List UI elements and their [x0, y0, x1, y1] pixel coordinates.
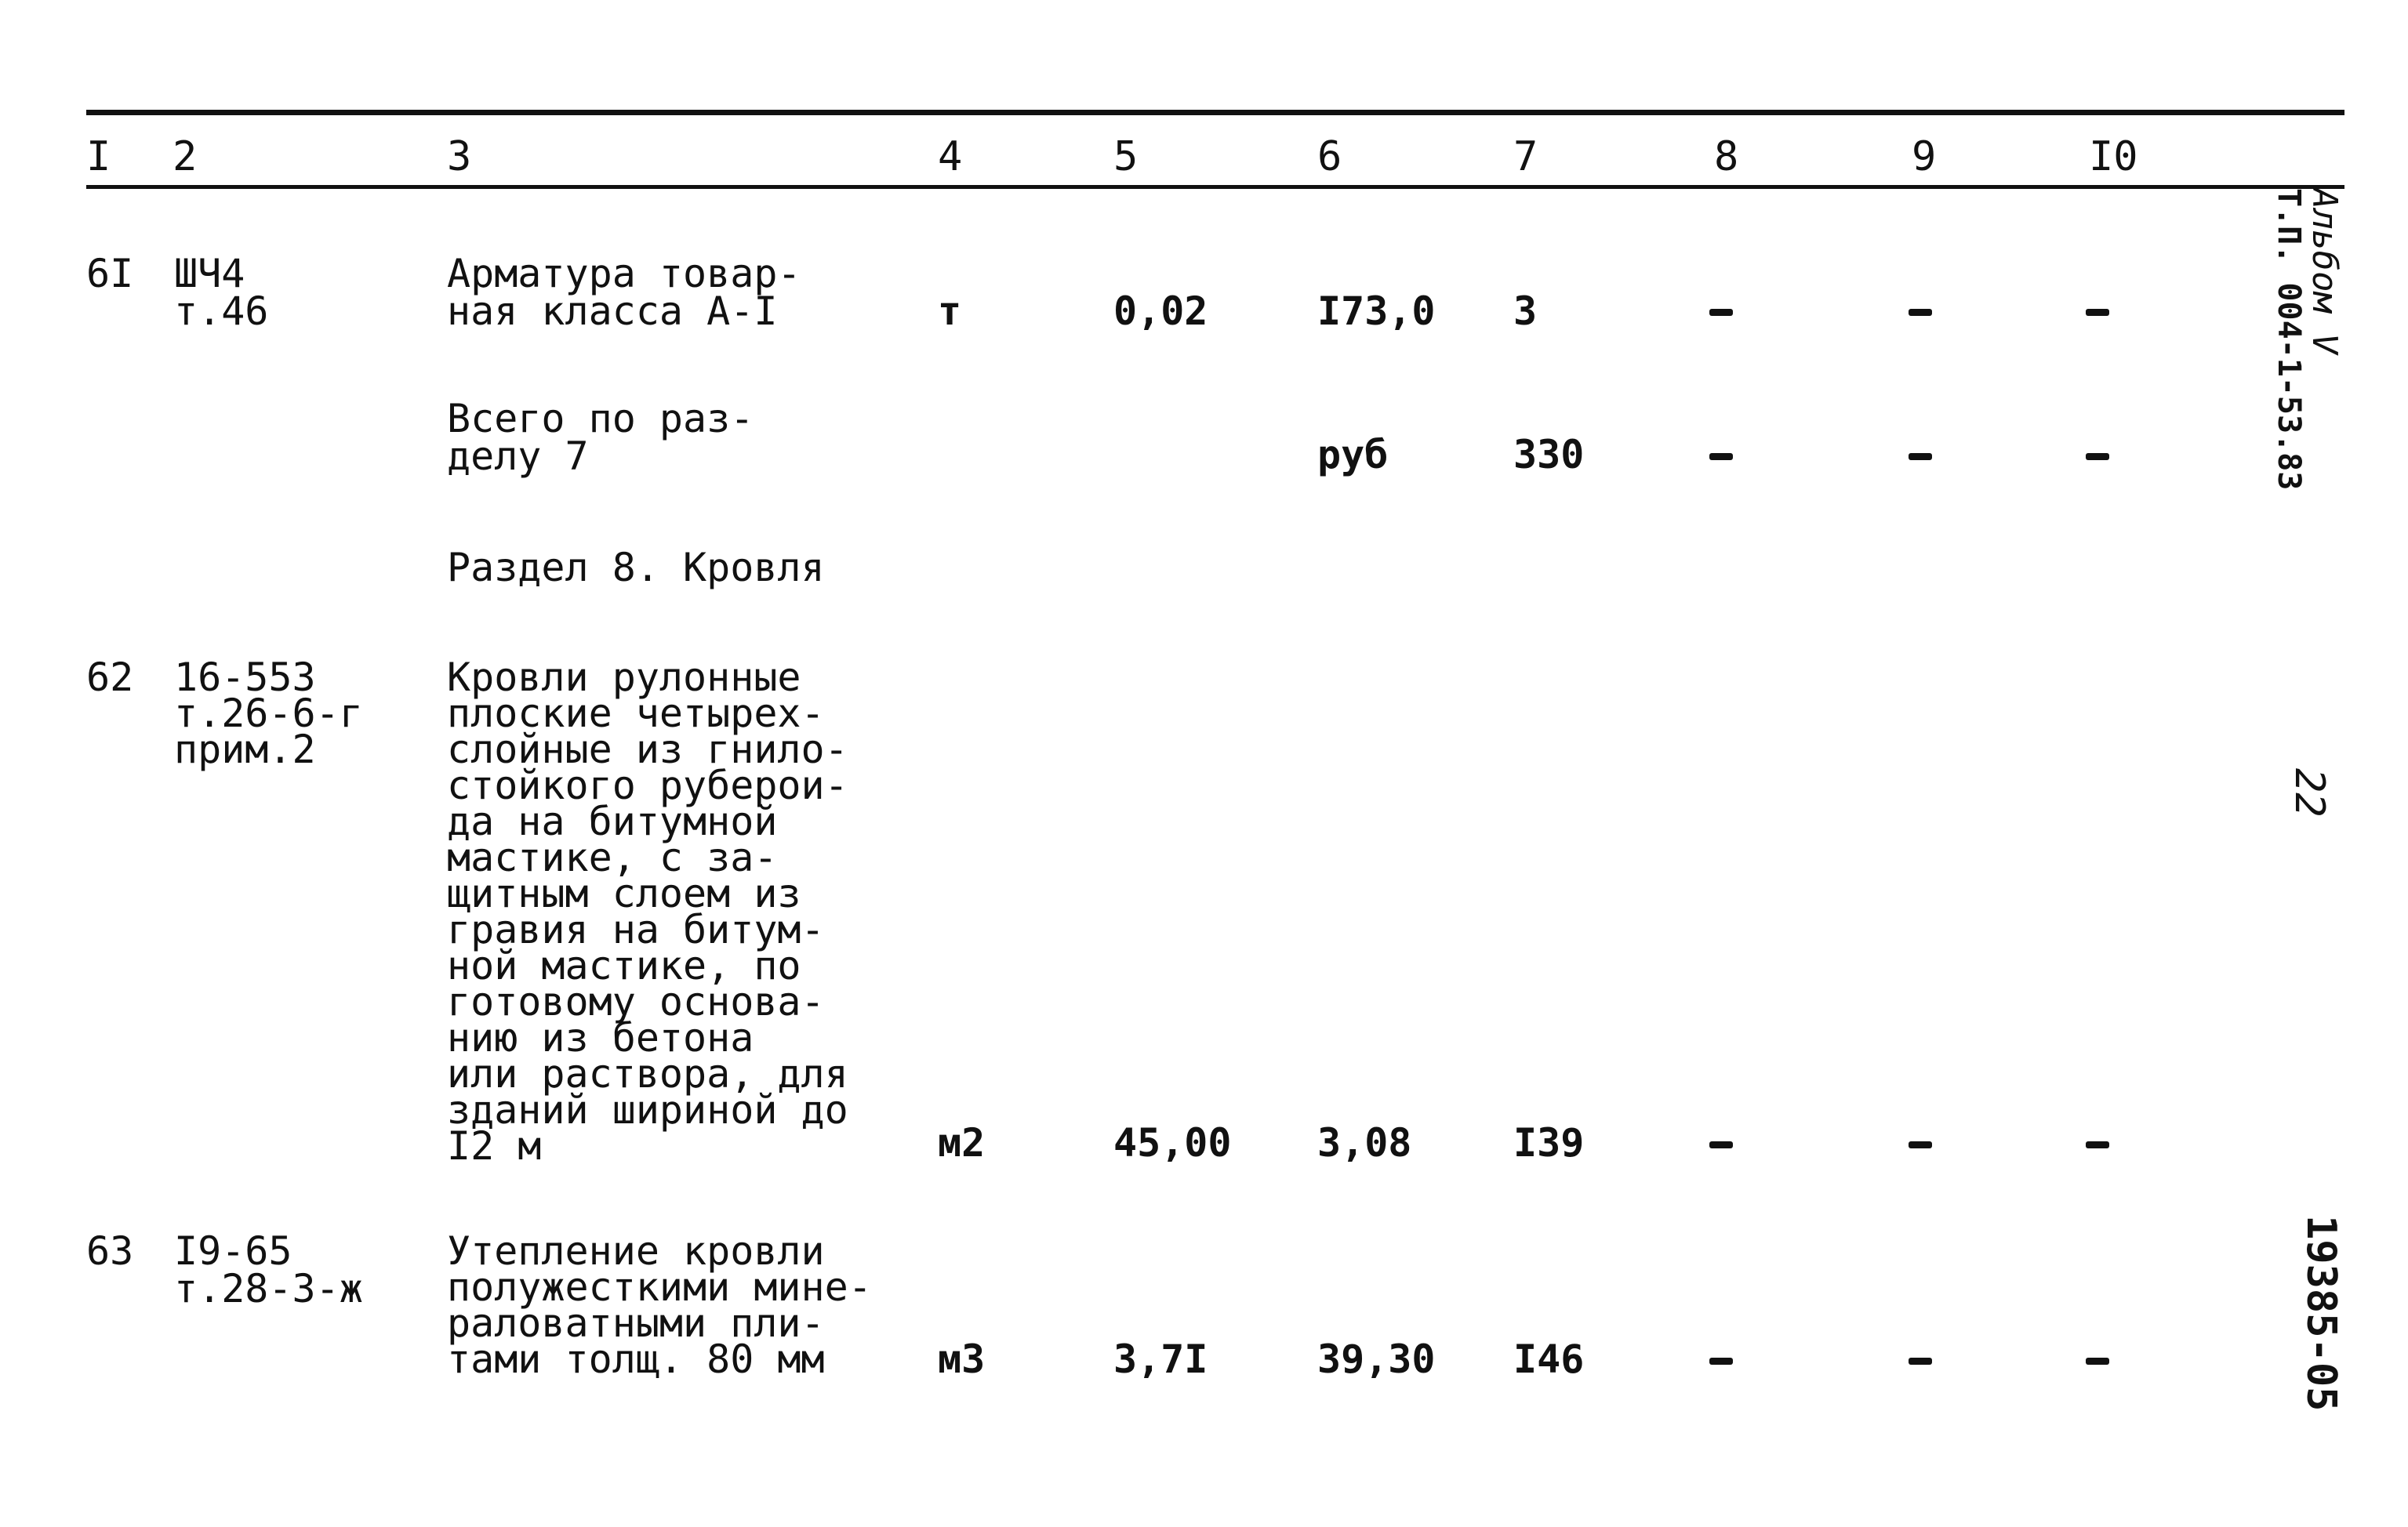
description-line: или раствора, для [447, 1051, 848, 1097]
code-line: т.46 [174, 288, 269, 334]
total-cell: I46 [1513, 1337, 1585, 1382]
dash-col-10 [2086, 1141, 2109, 1148]
row-number: 62 [86, 655, 134, 700]
total-cell: 330 [1513, 432, 1585, 477]
dash-col-9 [1909, 453, 1932, 460]
code-line: т.28-3-ж [174, 1266, 363, 1311]
description-line: готовому основа- [447, 979, 825, 1025]
dash-col-9 [1909, 1141, 1932, 1148]
dash-col-8 [1709, 1141, 1733, 1148]
header-col-9: 9 [1912, 133, 1937, 180]
unit-cell: м3 [938, 1337, 986, 1382]
description-line: Кровли рулонные [447, 655, 801, 700]
dash-col-8 [1709, 453, 1733, 460]
header-col-2: 2 [173, 133, 198, 180]
description-line: гравия на битум- [447, 907, 825, 952]
quantity-cell: 3,7I [1113, 1337, 1208, 1382]
description-line: полужесткими мине- [447, 1264, 872, 1310]
dash-col-10 [2086, 1358, 2109, 1365]
page-number: 22 [2286, 768, 2333, 818]
description-line: раловатными пли- [447, 1300, 825, 1346]
description-line: Утепление кровли [447, 1228, 825, 1274]
dash-col-9 [1909, 309, 1932, 316]
total-cell: 3 [1513, 288, 1538, 334]
description-line: мастике, с за- [447, 835, 778, 880]
unit-cell: т [938, 288, 962, 334]
price-cell: I73,0 [1317, 288, 1436, 334]
description-line: I2 м [447, 1123, 542, 1169]
currency-cell: руб [1317, 432, 1389, 477]
description-line: ная класса А-I [447, 288, 778, 334]
header-col-5: 5 [1113, 133, 1139, 180]
description-line: зданий шириной до [447, 1087, 848, 1133]
header-col-10: I0 [2089, 133, 2138, 180]
quantity-cell: 45,00 [1113, 1120, 1232, 1166]
header-col-8: 8 [1714, 133, 1739, 180]
description-line: ной мастике, по [447, 943, 801, 988]
code-line: прим.2 [174, 727, 316, 772]
description-line: стойкого руберои- [447, 763, 848, 808]
header-col-7: 7 [1513, 133, 1538, 180]
description-line: слойные из гнило- [447, 727, 848, 772]
description-line: Всего по раз- [447, 396, 754, 441]
code-line: ШЧ4 [174, 251, 245, 296]
top-rule-thick [86, 110, 2344, 115]
description-line: тами толщ. 80 мм [447, 1337, 825, 1382]
header-col-3: 3 [447, 133, 472, 180]
dash-col-10 [2086, 309, 2109, 316]
description-line: нию из бетона [447, 1015, 754, 1061]
row-number: 6I [86, 251, 134, 296]
row-number: 63 [86, 1228, 134, 1274]
dash-col-8 [1709, 309, 1733, 316]
quantity-cell: 0,02 [1113, 288, 1208, 334]
dash-col-9 [1909, 1358, 1932, 1365]
unit-cell: м2 [938, 1120, 986, 1166]
description-line: да на битумной [447, 799, 778, 844]
document-number: 19385-05 [2297, 1215, 2344, 1412]
dash-col-8 [1709, 1358, 1733, 1365]
album-stamp-line: Альбом V [2304, 188, 2344, 354]
description-line: делу 7 [447, 433, 589, 479]
header-col-6: 6 [1317, 133, 1342, 180]
description-line: плоские четырех- [447, 691, 825, 736]
dash-col-10 [2086, 453, 2109, 460]
description-line: Арматура товар- [447, 251, 801, 296]
header-col-4: 4 [938, 133, 963, 180]
header-col-1: I [86, 133, 111, 180]
description-line: щитным слоем из [447, 871, 801, 916]
total-cell: I39 [1513, 1120, 1585, 1166]
price-cell: 39,30 [1317, 1337, 1436, 1382]
code-line: I9-65 [174, 1228, 292, 1274]
price-cell: 3,08 [1317, 1120, 1412, 1166]
album-stamp-line: Т.П. 004-1-53.83 [2271, 188, 2307, 491]
section-title: Раздел 8. Кровля [447, 545, 825, 590]
code-line: 16-553 [174, 655, 316, 700]
code-line: т.26-6-г [174, 691, 363, 736]
header-rule [86, 185, 2344, 189]
